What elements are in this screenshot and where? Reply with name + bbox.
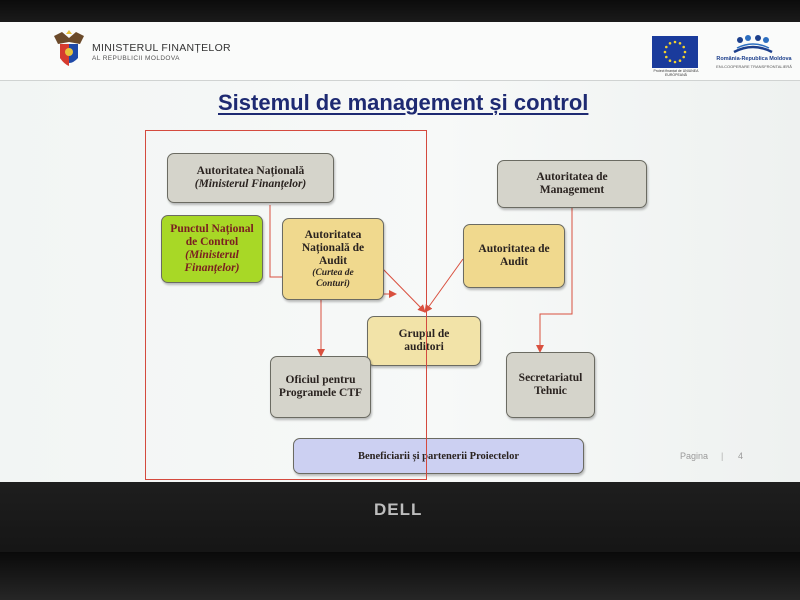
- ministry-subtitle: AL REPUBLICII MOLDOVA: [92, 55, 180, 62]
- page-separator: |: [721, 451, 724, 461]
- page-label: Pagina: [680, 451, 709, 461]
- slide-title: Sistemul de management și control: [218, 90, 589, 115]
- box-line: Grupul de: [398, 328, 450, 340]
- connector-aa-to-grupul: [425, 259, 463, 312]
- box-line: auditori: [404, 341, 444, 353]
- monitor-brand-logo: DELL: [374, 500, 423, 519]
- box-line: Secretariatul: [518, 372, 583, 384]
- box-line: Audit: [499, 256, 529, 268]
- page-number: 4: [738, 451, 744, 461]
- box-line: de Control: [185, 236, 239, 248]
- box-line: Finanțelor): [184, 262, 240, 274]
- ministry-name: MINISTERUL FINANȚELOR: [92, 42, 231, 54]
- eu-caption: Proiect finanțat de UNIUNEA EUROPEANĂ: [653, 69, 699, 77]
- box-line: Tehnic: [534, 385, 567, 397]
- box-line: (Curtea de: [312, 267, 354, 278]
- box-autoritatea-de-audit: [463, 224, 565, 288]
- presentation-slide: [0, 22, 800, 482]
- box-line: Oficiul pentru: [285, 374, 356, 386]
- box-line: Autoritatea: [304, 228, 362, 241]
- box-line: Autoritatea Națională: [196, 165, 305, 177]
- box-line: Programele CTF: [278, 387, 363, 399]
- box-line: (Ministerul: [185, 249, 239, 261]
- box-line: Punctul Național: [170, 223, 254, 235]
- program-subtitle: ENI-COOPERARE TRANSFRONTALIERĂ: [716, 64, 792, 69]
- monitor-top-bezel: [0, 0, 800, 24]
- monitor-base: [0, 552, 800, 600]
- box-line: Audit: [318, 254, 348, 267]
- box-line: Beneficiarii și partenerii Proiectelor: [357, 450, 520, 462]
- red-highlight-rectangle: [145, 130, 427, 480]
- box-secretariatul-tehnic: [506, 352, 595, 418]
- box-line: Management: [539, 184, 605, 196]
- box-line: (Ministerul Finanțelor): [194, 178, 307, 190]
- program-title: România-Republica Moldova: [716, 56, 792, 62]
- box-autoritatea-de-management: [497, 160, 647, 208]
- box-line: Conturi): [316, 278, 350, 289]
- box-line: Autoritatea de: [536, 171, 608, 183]
- box-line: Națională de: [301, 241, 365, 254]
- box-line: Autoritatea de: [478, 243, 550, 255]
